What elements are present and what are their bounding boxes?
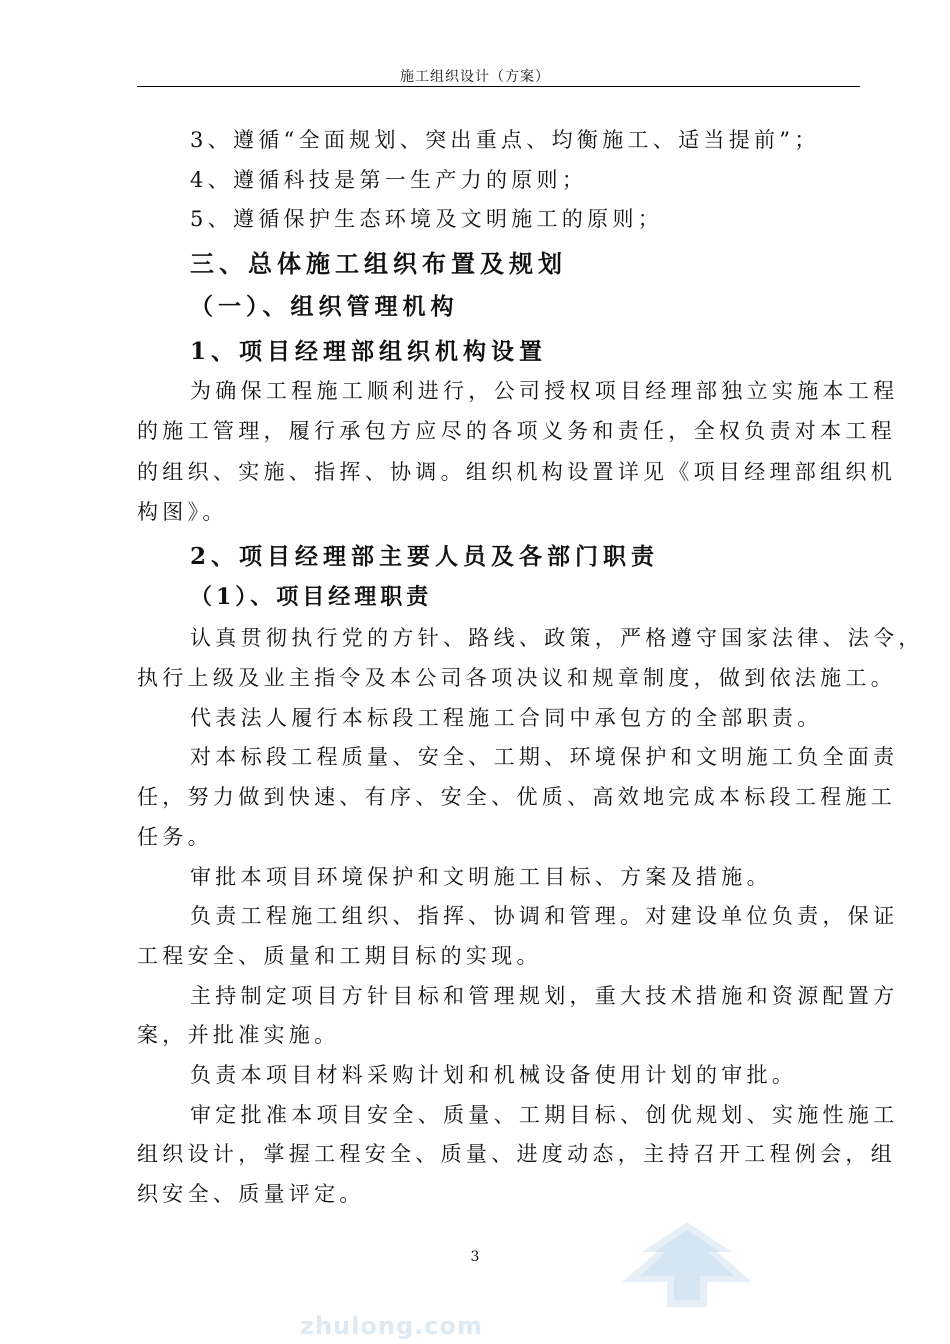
paragraph-line: 认真贯彻执行党的方针、路线、政策，严格遵守国家法律、法令， [190, 626, 924, 650]
paragraph-line: 审批本项目环境保护和文明施工目标、方案及措施。 [190, 865, 772, 889]
paragraph-line: 负责本项目材料采购计划和机械设备使用计划的审批。 [190, 1063, 798, 1087]
paragraph-line: 的组织、实施、指挥、协调。组织机构设置详见《项目经理部组织机 [137, 460, 896, 484]
subsection-heading: 1、项目经理部组织机构设置 [190, 338, 548, 365]
paragraph-line: 任，努力做到快速、有序、安全、优质、高效地完成本标段工程施工 [137, 785, 896, 809]
list-item: 3、遵循“全面规划、突出重点、均衡施工、适当提前”； [190, 128, 820, 152]
paragraph-line: 主持制定项目方针目标和管理规划，重大技术措施和资源配置方 [190, 984, 899, 1008]
page-header: 施工组织设计（方案） [400, 69, 550, 85]
list-item: 4、遵循科技是第一生产力的原则； [190, 168, 588, 192]
item-heading: （1）、项目经理职责 [190, 584, 433, 610]
paragraph-line: 案，并批准实施。 [137, 1023, 340, 1047]
paragraph-line: 组织设计，掌握工程安全、质量、进度动态，主持召开工程例会，组 [137, 1142, 896, 1166]
paragraph-line: 构图》。 [137, 500, 228, 524]
paragraph-line: 工程安全、质量和工期目标的实现。 [137, 944, 542, 968]
subsection-heading: （一）、组织管理机构 [190, 293, 459, 320]
subsection-heading: 2、项目经理部主要人员及各部门职责 [190, 543, 660, 570]
paragraph-line: 负责工程施工组织、指挥、协调和管理。对建设单位负责，保证 [190, 904, 899, 928]
paragraph-line: 为确保工程施工顺利进行，公司授权项目经理部独立实施本工程 [190, 379, 899, 403]
header-rule [137, 86, 860, 87]
page-number: 3 [470, 1249, 480, 1265]
watermark-logo-icon [612, 1222, 762, 1312]
paragraph-line: 执行上级及业主指令及本公司各项决议和规章制度，做到依法施工。 [137, 666, 896, 690]
paragraph-line: 织安全、质量评定。 [137, 1182, 365, 1206]
paragraph-line: 对本标段工程质量、安全、工期、环境保护和文明施工负全面责 [190, 745, 899, 769]
paragraph-line: 代表法人履行本标段工程施工合同中承包方的全部职责。 [190, 706, 823, 730]
paragraph-line: 任务。 [137, 825, 213, 849]
paragraph-line: 的施工管理，履行承包方应尽的各项义务和责任，全权负责对本工程 [137, 419, 896, 443]
section-heading: 三、总体施工组织布置及规划 [190, 249, 567, 278]
paragraph-line: 审定批准本项目安全、质量、工期目标、创优规划、实施性施工 [190, 1103, 899, 1127]
watermark-text: zhulong.com [300, 1312, 483, 1340]
list-item: 5、遵循保护生态环境及文明施工的原则； [190, 207, 664, 231]
